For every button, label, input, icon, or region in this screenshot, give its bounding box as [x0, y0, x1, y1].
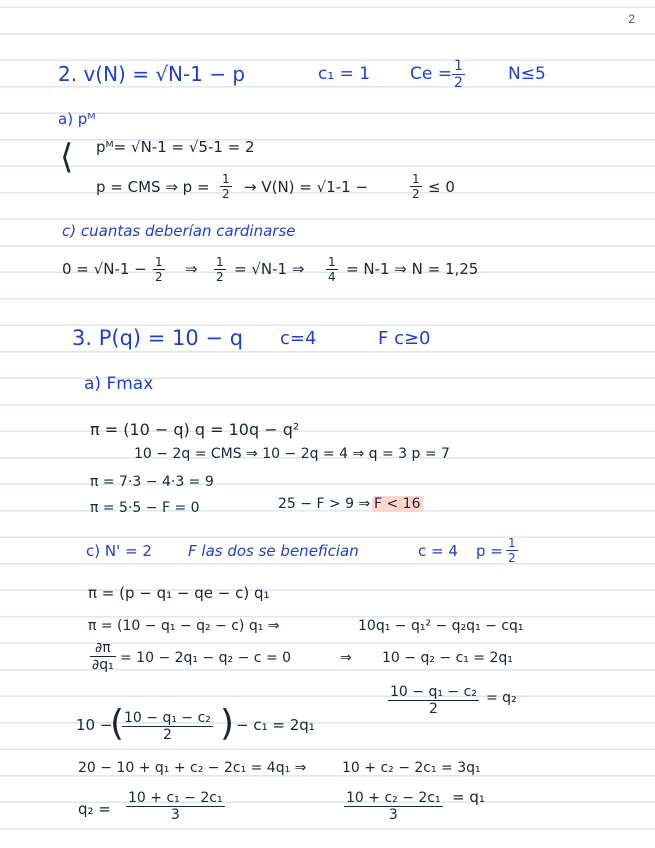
substitution-fraction: $\frac{\text{10 − q₁ − c₂}}{2}$ — [124, 710, 211, 743]
value-check-result: ≤ 0 — [428, 178, 455, 196]
first-order-condition: 10 − 2q = CMS ⇒ 10 − 2q = 4 ⇒ q = 3 p = 7 — [134, 446, 450, 462]
fixed-cost-condition: 25 − F > 9 ⇒ — [278, 496, 371, 512]
problem-2-n-range: N≤5 — [508, 64, 546, 84]
monopoly-price-line: pᴹ= √N-1 = √5-1 = 2 — [96, 138, 255, 156]
reaction-condition: 10 − q₂ − c₁ = 2q₁ — [382, 650, 513, 666]
problem-3-cost: c=4 — [280, 328, 317, 349]
reaction-result: = q₂ — [486, 690, 517, 706]
firm-profit-general: π = (p − q₁ − qe − c) q₁ — [88, 584, 270, 602]
part-c-n2-price-fraction: $\frac{1}{2}$ — [508, 536, 516, 565]
profit-equation: π = (10 − q) q = 10q − q² — [90, 420, 300, 439]
equation-n-middle: = √N-1 ⇒ — [234, 260, 305, 278]
part-a-fmax-heading: a) Fmax — [84, 374, 154, 394]
problem-2-title: 2. v(N) = √N-1 − p — [58, 62, 246, 86]
equation-n-result: = N-1 ⇒ N = 1,25 — [346, 260, 479, 278]
part-a-heading: a) pᴹ — [58, 110, 96, 128]
competitive-price-line: p = CMS ⇒ p = — [96, 178, 210, 196]
problem-2-ce-label: Ce = — [410, 64, 452, 84]
q2-solution-fraction: $\frac{\text{10 + c₁ − 2c₁}}{3}$ — [128, 790, 223, 823]
problem-2-c1: c₁ = 1 — [318, 64, 371, 84]
equation-n-fraction-2: $\frac{1}{2}$ — [216, 255, 224, 284]
equation-n-line: 0 = √N-1 − — [62, 260, 147, 278]
part-c-n2-heading: c) N' = 2 — [86, 542, 152, 560]
q1-solution-fraction: $\frac{\text{10 + c₂ − 2c₁}}{3}$ — [346, 790, 441, 823]
profit-value: π = 7·3 − 4·3 = 9 — [90, 474, 214, 490]
implies-arrow-2: ⇒ — [340, 650, 352, 666]
substitution-start: 10 − — [76, 716, 113, 734]
partial-derivative: $\frac{\partial\pi}{\text{∂q₁}}$ — [92, 640, 114, 673]
page-number: 2 — [628, 12, 635, 26]
part-c-n2-note: F las dos se benefician — [188, 542, 359, 560]
value-check-line: → V(N) = √1-1 − — [244, 178, 369, 196]
brace-icon: ⟨ — [60, 137, 74, 177]
value-check-fraction: $\frac{1}{2}$ — [412, 172, 420, 201]
fixed-cost-bound: F < 16 — [374, 496, 421, 512]
part-c-n2-price-label: p = — [476, 542, 503, 560]
substitution-end: − c₁ = 2q₁ — [236, 716, 315, 734]
duopoly-profit: π = 5·5 − F = 0 — [90, 500, 200, 516]
problem-3-fixed-cost: F c≥0 — [378, 328, 431, 349]
part-c-n2-cost: c = 4 — [418, 542, 458, 560]
implies-arrow-1: ⇒ — [185, 260, 198, 278]
firm-profit-expanded: 10q₁ − q₁² − q₂q₁ − cq₁ — [358, 618, 524, 634]
part-c-heading: c) cuantas deberían cardinarse — [62, 222, 296, 240]
right-paren-icon: ) — [220, 703, 235, 744]
q2-solution-label: q₂ = — [78, 800, 111, 818]
q1-solution-result: = q₁ — [452, 788, 485, 806]
problem-2-ce-fraction: $\frac{1}{2}$ — [454, 58, 463, 91]
reaction-fraction: $\frac{\text{10 − q₁ − c₂}}{2}$ — [390, 684, 477, 717]
equation-n-fraction-1: $\frac{1}{2}$ — [155, 255, 163, 284]
equation-n-fraction-3: $\frac{1}{4}$ — [328, 255, 336, 284]
competitive-price-fraction: $\frac{1}{2}$ — [222, 172, 230, 201]
simplification-line: 20 − 10 + q₁ + c₂ − 2c₁ = 4q₁ ⇒ — [78, 760, 307, 776]
derivative-equation: = 10 − 2q₁ − q₂ − c = 0 — [120, 650, 292, 666]
left-paren-icon: ( — [110, 703, 125, 744]
firm-profit-specific: π = (10 − q₁ − q₂ − c) q₁ ⇒ — [88, 618, 280, 634]
problem-3-title: 3. P(q) = 10 − q — [72, 326, 244, 350]
simplification-result: 10 + c₂ − 2c₁ = 3q₁ — [342, 760, 481, 776]
